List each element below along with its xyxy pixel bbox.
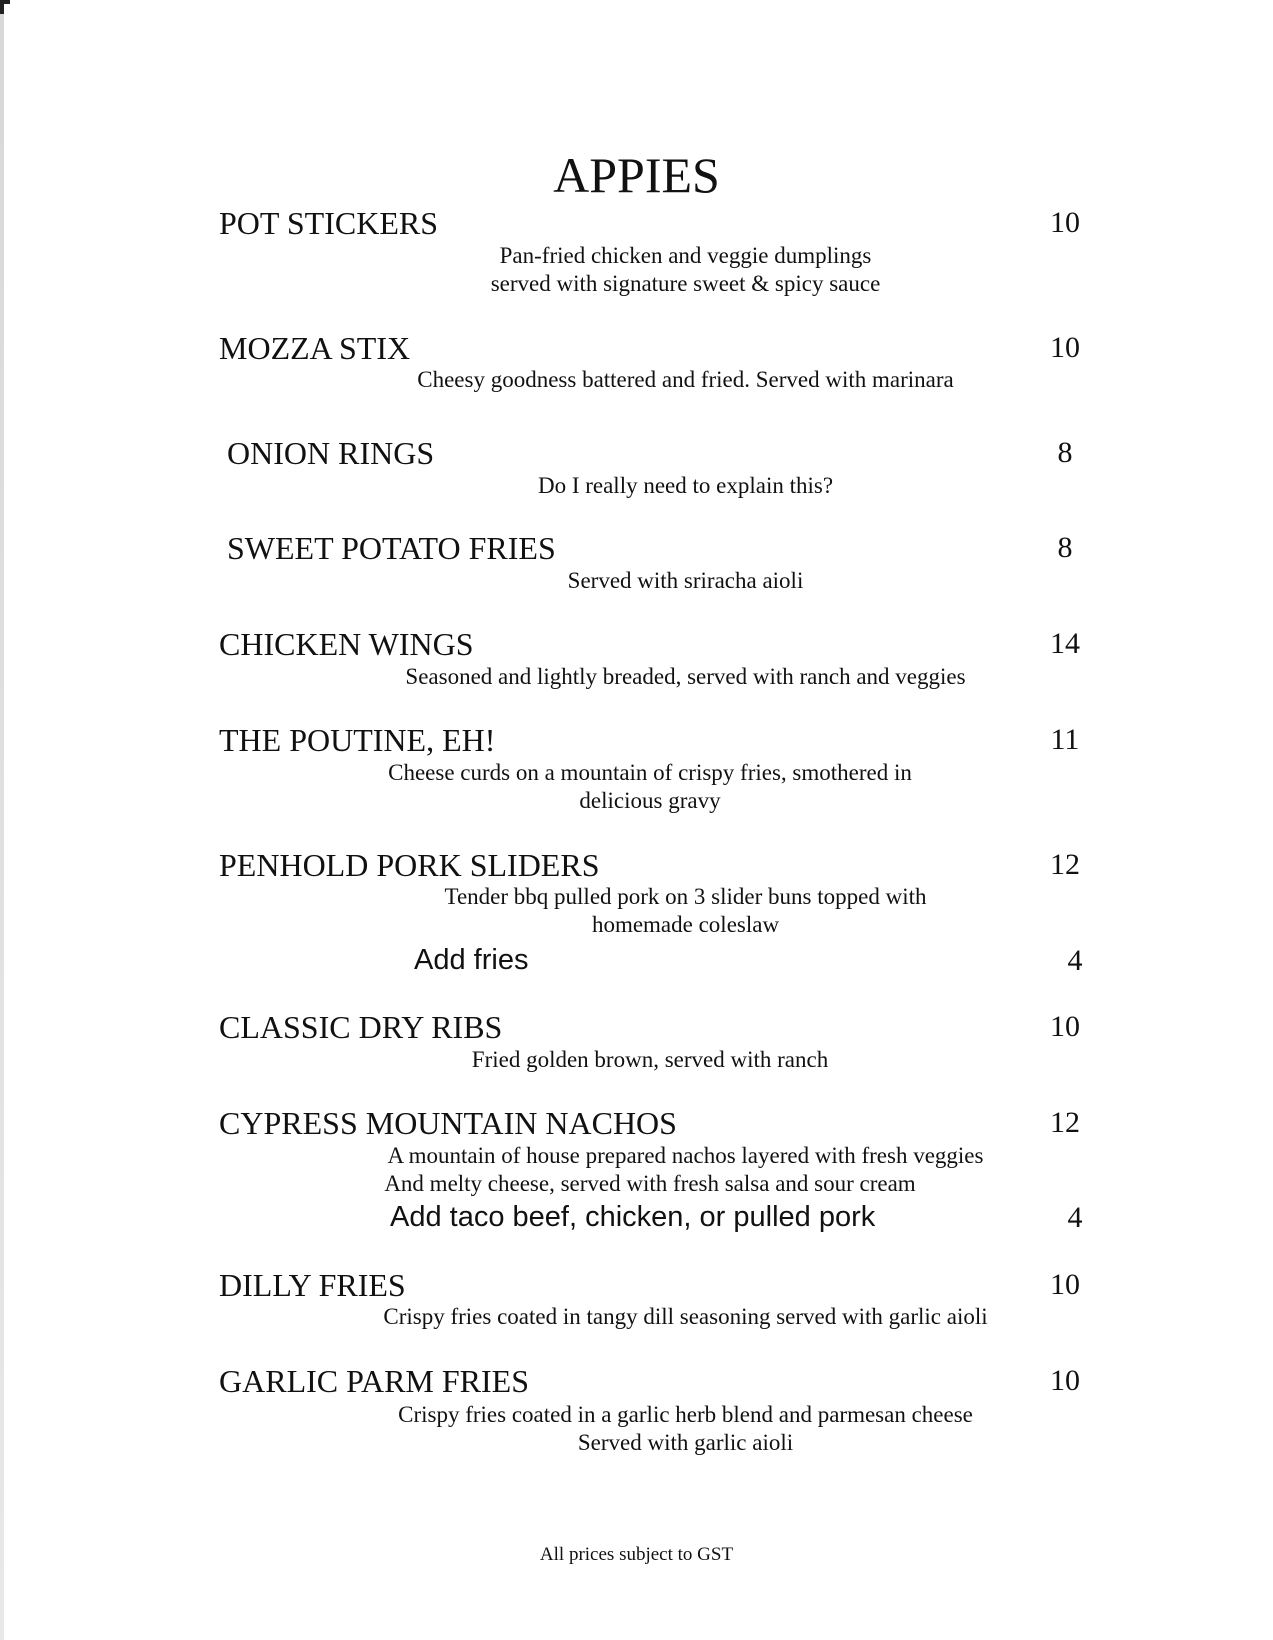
menu-item-price: 14 xyxy=(1050,627,1080,660)
menu-item-description: Cheesy goodness battered and fried. Served with marinara xyxy=(417,367,954,392)
menu-item-price: 8 xyxy=(1057,531,1073,564)
menu-item-name: DILLY FRIES xyxy=(219,1267,406,1303)
menu-item-description: served with signature sweet & spicy sauce xyxy=(490,271,881,296)
menu-item-price: 10 xyxy=(1050,1364,1080,1397)
menu-item-price: 10 xyxy=(1050,1268,1080,1301)
footer-note: All prices subject to GST xyxy=(539,1544,734,1565)
menu-item-price: 12 xyxy=(1050,848,1080,881)
menu-item-description: delicious gravy xyxy=(579,788,721,813)
addon-price: 4 xyxy=(1067,1201,1083,1234)
menu-item-name: MOZZA STIX xyxy=(219,330,411,366)
scan-corner xyxy=(0,0,10,4)
menu-item-description: Served with sriracha aioli xyxy=(567,568,804,593)
menu-item-name: POT STICKERS xyxy=(219,205,439,241)
menu-item-description: A mountain of house prepared nachos layered with fresh veggies xyxy=(387,1143,984,1168)
menu-item-description: Crispy fries coated in tangy dill seasoning served with garlic aioli xyxy=(383,1304,988,1329)
menu-item-name: CYPRESS MOUNTAIN NACHOS xyxy=(219,1105,677,1141)
menu-item-description: Fried golden brown, served with ranch xyxy=(471,1047,829,1072)
menu-item-description: Do I really need to explain this? xyxy=(537,473,834,498)
menu-item-description: Cheese curds on a mountain of crispy fries, smothered in xyxy=(388,760,912,785)
menu-item-price: 10 xyxy=(1050,331,1080,364)
menu-item-name: PENHOLD PORK SLIDERS xyxy=(219,847,600,883)
menu-item-description: Pan-fried chicken and veggie dumplings xyxy=(499,243,872,268)
menu-item-description: Tender bbq pulled pork on 3 slider buns topped with xyxy=(444,884,927,909)
menu-item-name: GARLIC PARM FRIES xyxy=(219,1363,530,1399)
menu-item-price: 10 xyxy=(1050,206,1080,239)
menu-item-name: ONION RINGS xyxy=(227,435,435,471)
addon-label: Add fries xyxy=(414,944,529,976)
menu-item-description: Seasoned and lightly breaded, served with ranch and veggies xyxy=(405,664,966,689)
menu-item-description: homemade coleslaw xyxy=(591,912,780,937)
menu-item-name: CHICKEN WINGS xyxy=(219,626,474,662)
menu-item-description: Served with garlic aioli xyxy=(577,1430,794,1455)
menu-item-name: THE POUTINE, EH! xyxy=(219,722,496,758)
menu-item-price: 10 xyxy=(1050,1010,1080,1043)
menu-item-name: SWEET POTATO FRIES xyxy=(227,530,556,566)
menu-item-price: 8 xyxy=(1057,436,1073,469)
menu-item-price: 12 xyxy=(1050,1106,1080,1139)
menu-item-description: And melty cheese, served with fresh salsa and sour cream xyxy=(384,1171,916,1196)
addon-price: 4 xyxy=(1067,944,1083,977)
menu-title: APPIES xyxy=(553,147,720,203)
menu-item-description: Crispy fries coated in a garlic herb blend and parmesan cheese xyxy=(398,1402,973,1427)
menu-item-price: 11 xyxy=(1050,723,1080,756)
menu-item-name: CLASSIC DRY RIBS xyxy=(219,1009,503,1045)
addon-label: Add taco beef, chicken, or pulled pork xyxy=(390,1201,876,1233)
